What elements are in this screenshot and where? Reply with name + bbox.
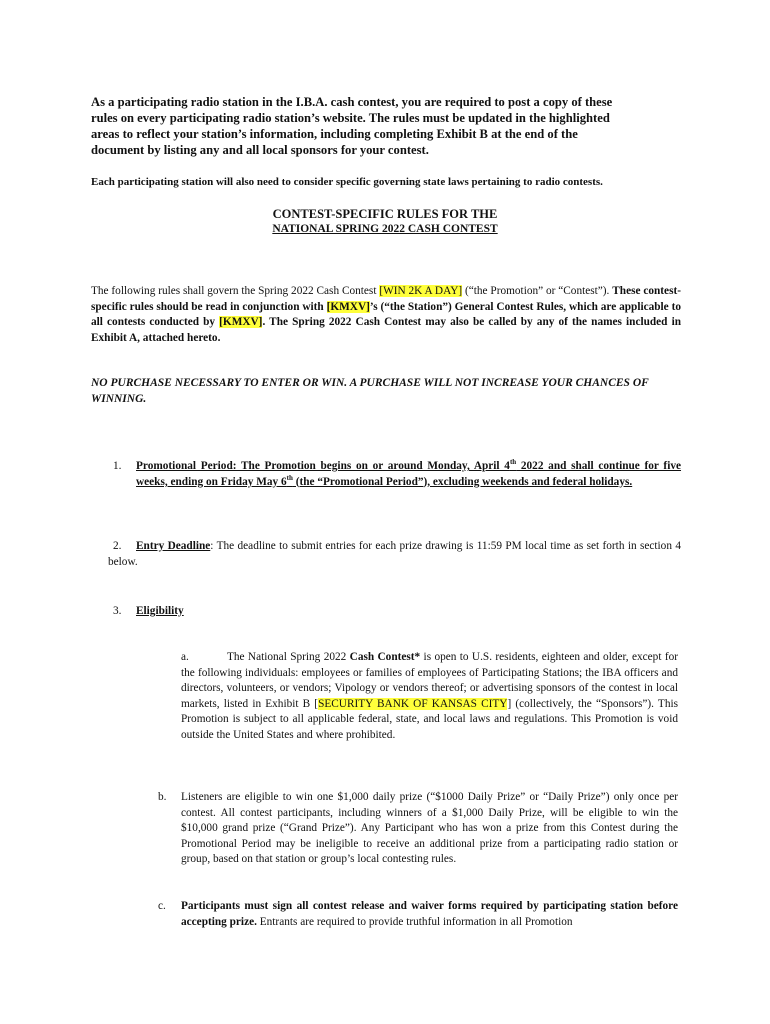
section-title-eligibility: Eligibility xyxy=(136,605,184,617)
section-number: 1. xyxy=(113,460,122,472)
eligibility-item-b: Listeners are eligible to win one $1,000 daily prize (“$1000 Daily Prize” or “Daily Prize”) only once per contest. All contest participants, including winners of a $1,000 Daily Prize, will be eligible to win the $10,000 grand prize (“Grand Prize”). Any Participant who has won a prize from this Contest during the Promotional Period may be ineligible to receive an additional prize from a participating radio station or group, based on that station or group’s local contesting rules. xyxy=(181,791,678,865)
para-text: The following rules shall govern the Spring 2022 Cash Contest xyxy=(91,285,380,297)
rules-title: CONTEST-SPECIFIC RULES FOR THE xyxy=(272,207,498,221)
section-text: Promotional Period: The Promotion begins on or around Monday, April 4 xyxy=(136,460,510,472)
item-bold: Cash Contest* xyxy=(349,651,421,663)
item-letter: b. xyxy=(158,791,167,803)
para-text: ’s (“the Station”) General Contest Rules, which are applicable to all contests conducted by xyxy=(91,300,681,328)
section-number: 2. xyxy=(113,540,122,552)
item-text: is open to U.S. residents, eighteen and older, except for the following individuals: employees or families of employees of Participating Stations; the IBA officers and directors, volunteers, or vendors; Vipology or vendors thereof; or advertising sponsors of the contest in local markets, listed in Exhibit B [ xyxy=(181,651,679,710)
superscript: th xyxy=(509,458,517,467)
section-title: Entry Deadline xyxy=(136,540,211,552)
governing-rules-paragraph xyxy=(91,284,681,346)
item-letter: a. xyxy=(181,651,189,663)
superscript: th xyxy=(286,473,293,482)
item-text: The National Spring 2022 xyxy=(227,651,350,663)
item-letter: c. xyxy=(158,900,166,912)
no-purchase-notice: NO PURCHASE NECESSARY TO ENTER OR WIN. A PURCHASE WILL NOT INCREASE YOUR CHANCES OF WINNING. xyxy=(91,377,649,405)
section-number: 3. xyxy=(113,605,122,617)
intro-line: document by listing any and all local sponsors for your contest. xyxy=(91,143,429,157)
eligibility-item-a xyxy=(181,650,678,743)
section-text: 2022 and shall continue for five weeks, ending on Friday May 6 xyxy=(136,460,682,488)
item-text: Entrants are required to provide truthful information in all Promotion xyxy=(256,915,573,928)
eligibility-item-c xyxy=(181,899,678,930)
para-text: . The Spring 2022 Cash Contest may also be called by any of the names included in Exhibit A, attached hereto. xyxy=(91,316,681,344)
section-promotional-period xyxy=(136,459,681,490)
section-text: : The deadline to submit entries for each prize drawing is 11:59 PM local time as set forth in section 4 below. xyxy=(108,540,681,568)
para-text: These contest-specific rules should be read in conjunction with xyxy=(91,285,681,313)
highlight-sponsor: SECURITY BANK OF KANSAS CITY xyxy=(318,697,508,710)
highlight-contest-name: [WIN 2K A DAY] xyxy=(379,285,463,297)
para-text: (“the Promotion” or “Contest”). xyxy=(462,285,610,297)
highlight-station: [KMXV] xyxy=(219,316,263,328)
item-text: ] (collectively, the “Sponsors”). This Promotion is subject to all applicable federal, state, and local laws and regulations. This Promotion is void outside the United States and where prohibited. xyxy=(181,697,679,741)
state-laws-note: Each participating station will also need to consider specific governing state laws pertaining to radio contests. xyxy=(91,176,603,188)
intro-line: As a participating radio station in the I.B.A. cash contest, you are required to post a copy of these xyxy=(91,95,613,109)
rules-subtitle: NATIONAL SPRING 2022 CASH CONTEST xyxy=(272,223,498,235)
item-bold: Participants must sign all contest release and waiver forms required by participating station before accepting prize. xyxy=(181,900,678,928)
section-text: (the “Promotional Period”), excluding weekends and federal holidays. xyxy=(292,475,633,488)
intro-line: rules on every participating radio station’s website. The rules must be updated in the highlighted xyxy=(91,111,610,125)
section-entry-deadline xyxy=(108,539,681,570)
intro-line: areas to reflect your station’s information, including completing Exhibit B at the end of the xyxy=(91,127,578,141)
highlight-station: [KMXV] xyxy=(326,300,370,313)
intro-instructions xyxy=(91,94,691,158)
